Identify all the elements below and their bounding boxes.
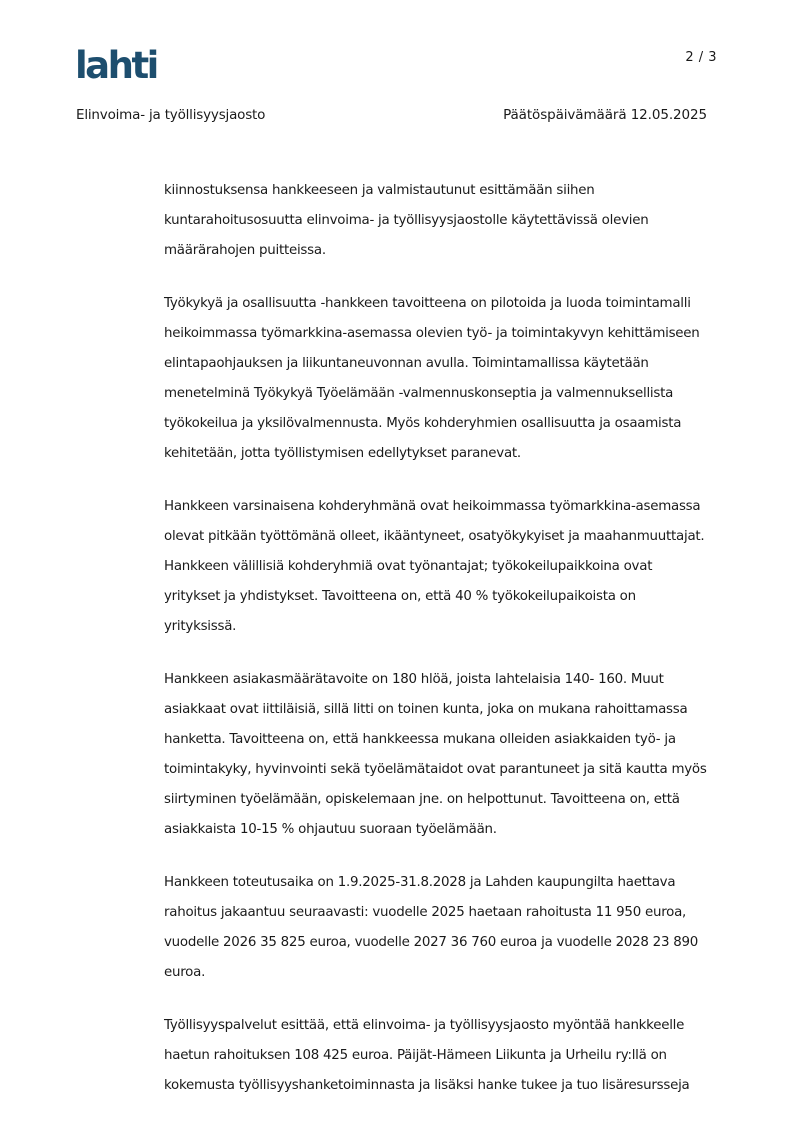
text-line: menetelminä Työkykyä Työelämään -valmennuskonseptia ja valmennuksellista xyxy=(164,386,674,401)
text-line: siirtyminen työelämään, opiskelemaan jne. on helpottunut. Tavoitteena on, että xyxy=(164,792,680,807)
text-line: asiakkaista 10-15 % ohjautuu suoraan työelämään. xyxy=(164,822,497,837)
text-line: olevat pitkään työttömänä olleet, ikääntyneet, osatyökykyiset ja maahanmuuttajat. xyxy=(164,529,705,544)
text-line: yrityksissä. xyxy=(164,619,237,634)
text-line: yritykset ja yhdistykset. Tavoitteena on, että 40 % työkokeilupaikoista on xyxy=(164,589,636,604)
decision-date: Päätöspäivämäärä 12.05.2025 xyxy=(503,107,707,123)
text-line: Työkykyä ja osallisuutta -hankkeen tavoitteena on pilotoida ja luoda toimintamalli xyxy=(164,296,691,311)
text-line: hanketta. Tavoitteena on, että hankkeessa mukana olleiden asiakkaiden työ- ja xyxy=(164,732,676,747)
committee-name: Elinvoima- ja työllisyysjaosto xyxy=(76,107,266,123)
text-line: Hankkeen välillisiä kohderyhmiä ovat työnantajat; työkokeilupaikkoina ovat xyxy=(164,559,653,574)
text-line: Hankkeen asiakasmäärätavoite on 180 hlöä, joista lahtelaisia 140- 160. Muut xyxy=(164,672,664,687)
paragraph xyxy=(164,492,724,642)
text-line: Hankkeen toteutusaika on 1.9.2025-31.8.2028 ja Lahden kaupungilta haettava xyxy=(164,875,676,890)
text-line: euroa. xyxy=(164,965,206,980)
svg-text:lahti: lahti xyxy=(75,44,157,84)
text-line: Hankkeen varsinaisena kohderyhmänä ovat heikoimmassa työmarkkina-asemassa xyxy=(164,499,701,514)
text-line: heikoimmassa työmarkkina-asemassa olevien työ- ja toimintakyvyn kehittämiseen xyxy=(164,326,700,341)
text-line: vuodelle 2026 35 825 euroa, vuodelle 2027 36 760 euroa ja vuodelle 2028 23 890 xyxy=(164,935,699,950)
page-number: 2 / 3 xyxy=(685,50,717,65)
text-line: kiinnostuksensa hankkeeseen ja valmistautunut esittämään siihen xyxy=(164,183,595,198)
paragraph xyxy=(164,665,724,845)
text-line: toimintakyky, hyvinvointi sekä työelämätaidot ovat parantuneet ja sitä kautta myös xyxy=(164,762,707,777)
text-line: asiakkaat ovat iittiläisiä, sillä Iitti on toinen kunta, joka on mukana rahoittamassa xyxy=(164,702,688,717)
text-line: Työllisyyspalvelut esittää, että elinvoima- ja työllisyysjaosto myöntää hankkeelle xyxy=(164,1018,685,1033)
paragraph xyxy=(164,289,724,469)
paragraph xyxy=(164,1011,724,1101)
text-line: haetun rahoituksen 108 425 euroa. Päijät-Hämeen Liikunta ja Urheilu ry:llä on xyxy=(164,1048,667,1063)
paragraph xyxy=(164,868,724,988)
text-line: rahoitus jakaantuu seuraavasti: vuodelle 2025 haetaan rahoitusta 11 950 euroa, xyxy=(164,905,687,920)
document-body xyxy=(164,176,724,1124)
lahti-logo-mark xyxy=(75,44,170,84)
text-line: elintapaohjauksen ja liikuntaneuvonnan avulla. Toimintamallissa käytetään xyxy=(164,356,649,371)
text-line: kehitetään, jotta työllistymisen edellytykset paranevat. xyxy=(164,446,521,461)
text-line: määrärahojen puitteissa. xyxy=(164,243,326,258)
text-line: työkokeilua ja yksilövalmennusta. Myös kohderyhmien osallisuutta ja osaamista xyxy=(164,416,682,431)
text-line: kokemusta työllisyyshanketoiminnasta ja lisäksi hanke tukee ja tuo lisäresursseja xyxy=(164,1078,690,1093)
paragraph xyxy=(164,176,724,266)
lahti-logo xyxy=(75,44,170,84)
text-line: kuntarahoitusosuutta elinvoima- ja työllisyysjaostolle käytettävissä olevien xyxy=(164,213,649,228)
